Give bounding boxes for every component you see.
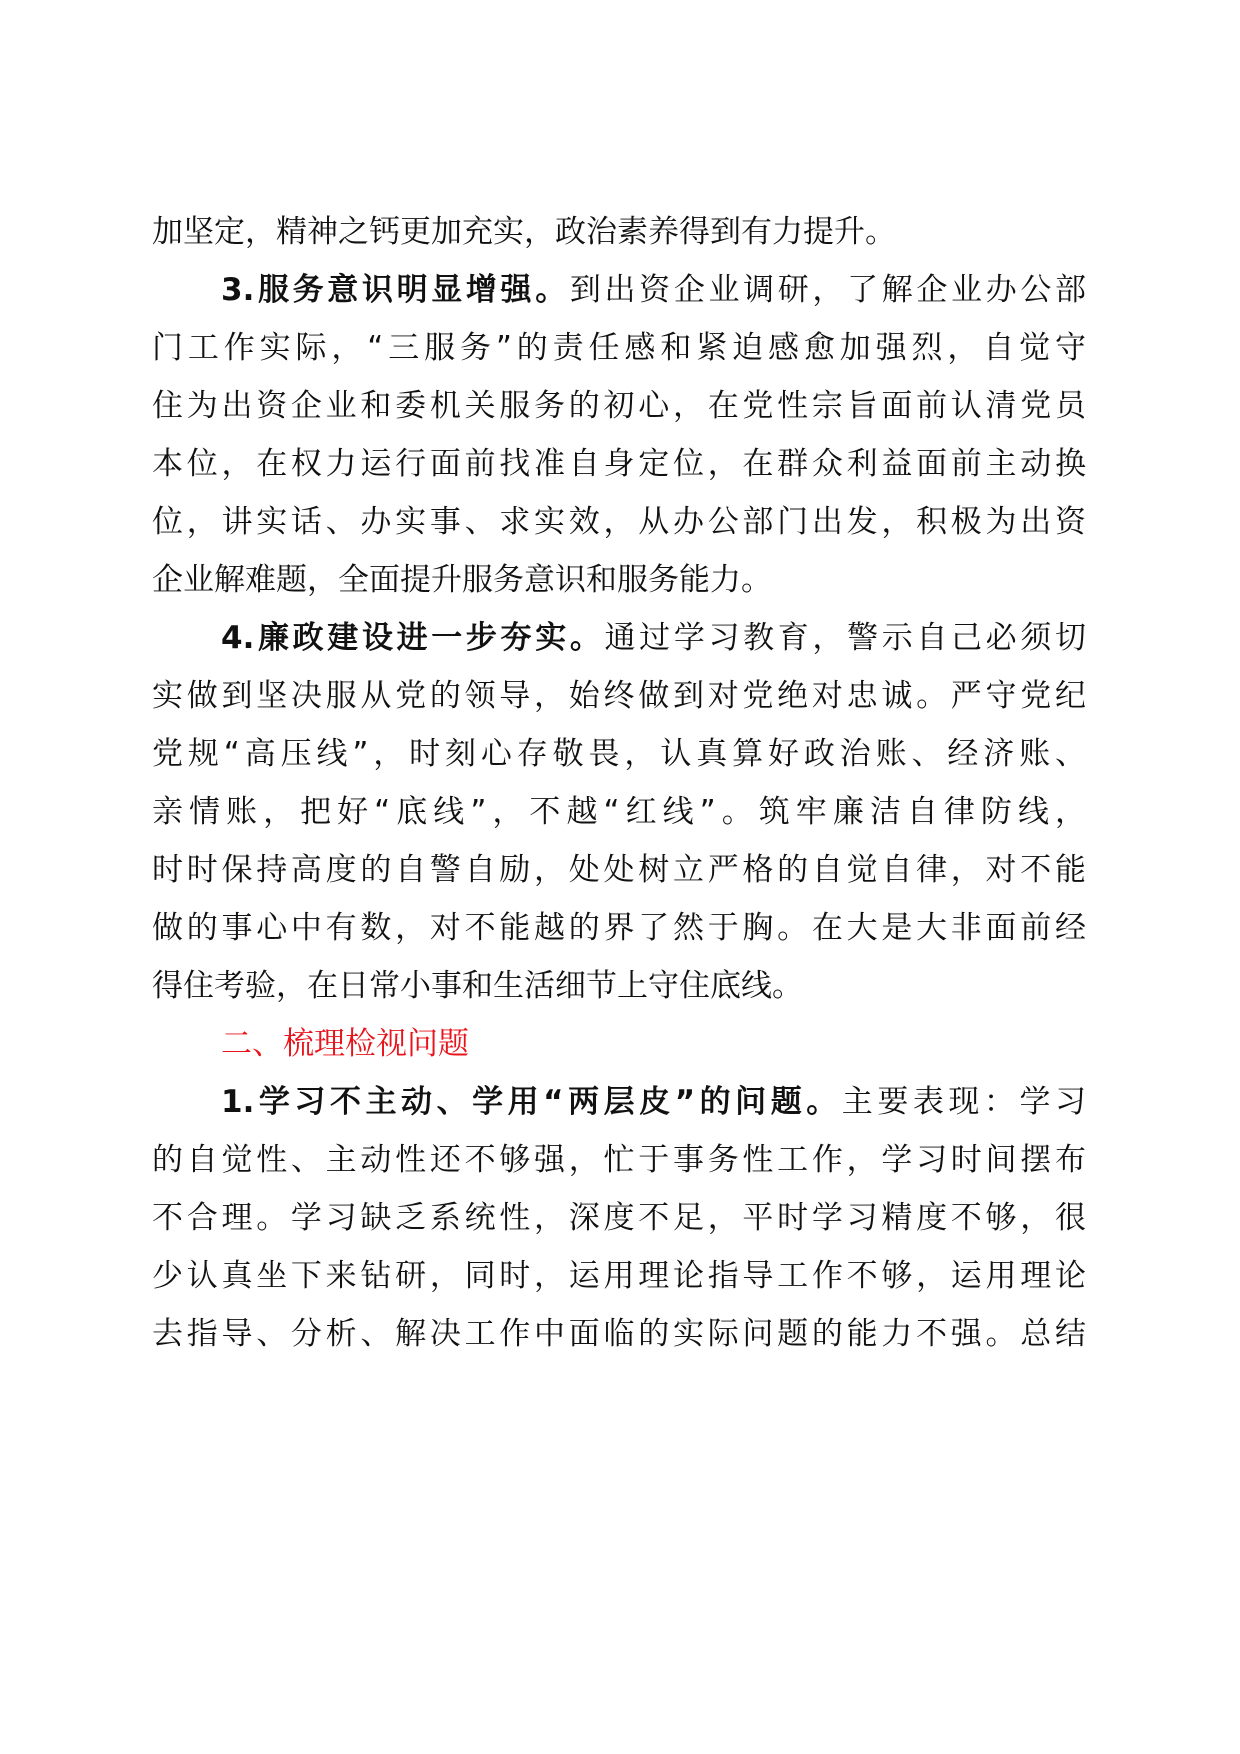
paragraph-text: 主要表现：学习 (841, 1084, 1087, 1120)
paragraph-line: 本位，在权力运行面前找准自身定位，在群众利益面前主动换 (152, 446, 1086, 482)
paragraph-line: 企业解难题，全面提升服务意识和服务能力。 (152, 562, 772, 598)
paragraph-line (221, 270, 1086, 310)
paragraph-line: 党规“高压线”，时刻心存敬畏，认真算好政治账、经济账、 (152, 736, 1086, 772)
paragraph-line: 亲情账，把好“底线”，不越“红线”。筑牢廉洁自律防线， (152, 794, 1086, 830)
paragraph-line: 加坚定，精神之钙更加充实，政治素养得到有力提升。 (152, 214, 896, 250)
paragraph-line: 实做到坚决服从党的领导，始终做到对党绝对忠诚。严守党纪 (152, 678, 1086, 714)
section-heading: 二、梳理检视问题 (221, 1026, 469, 1062)
paragraph-line: 去指导、分析、解决工作中面临的实际问题的能力不强。总结 (152, 1316, 1086, 1352)
paragraph-line: 做的事心中有数，对不能越的界了然于胸。在大是大非面前经 (152, 910, 1086, 946)
section-heading-3: 3.服务意识明显增强。 (221, 272, 570, 308)
paragraph-line: 得住考验，在日常小事和生活细节上守住底线。 (152, 968, 803, 1004)
paragraph-line: 位，讲实话、办实事、求实效，从办公部门出发，积极为出资 (152, 504, 1086, 540)
paragraph-line: 时时保持高度的自警自励，处处树立严格的自觉自律，对不能 (152, 852, 1086, 888)
paragraph-line: 的自觉性、主动性还不够强，忙于事务性工作，学习时间摆布 (152, 1142, 1086, 1178)
paragraph-text: 到出资企业调研，了解企业办公部 (569, 272, 1086, 308)
paragraph-line (221, 618, 1086, 658)
paragraph-text: 通过学习教育，警示自己必须切 (604, 620, 1086, 656)
section-heading-4: 4.廉政建设进一步夯实。 (221, 620, 605, 656)
paragraph-line (221, 1082, 1086, 1122)
paragraph-line: 少认真坐下来钻研，同时，运用理论指导工作不够，运用理论 (152, 1258, 1086, 1294)
paragraph-line: 住为出资企业和委机关服务的初心，在党性宗旨面前认清党员 (152, 388, 1086, 424)
paragraph-line: 不合理。学习缺乏系统性，深度不足，平时学习精度不够，很 (152, 1200, 1086, 1236)
paragraph-line: 门工作实际，“三服务”的责任感和紧迫感愈加强烈，自觉守 (152, 330, 1086, 366)
section-heading-1: 1.学习不主动、学用“两层皮”的问题。 (221, 1084, 842, 1120)
